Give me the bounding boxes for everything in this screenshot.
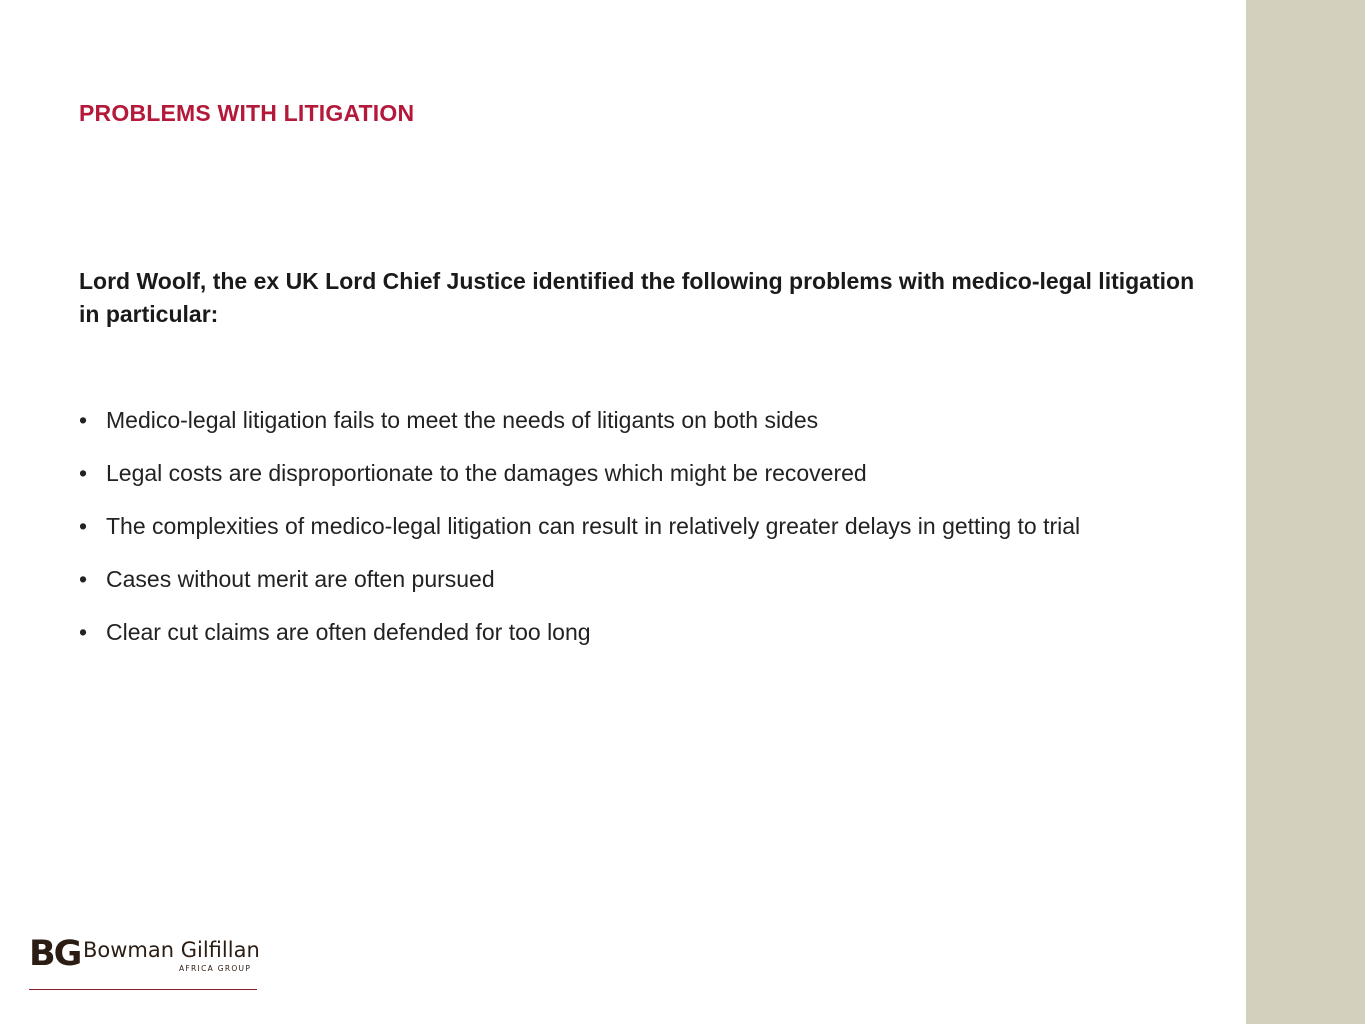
bullet-list: [79, 404, 1209, 669]
logo-name: Bowman Gilfillan: [83, 938, 260, 962]
bullet-text: Clear cut claims are often defended for too long: [106, 619, 591, 645]
logo-divider: [29, 989, 257, 990]
bullet-text: Legal costs are disproportionate to the damages which might be recovered: [106, 460, 867, 486]
bullet-icon: •: [79, 513, 88, 539]
bullet-text: Medico-legal litigation fails to meet the needs of litigants on both sides: [106, 407, 819, 433]
logo-subtitle: AFRICA GROUP: [179, 964, 252, 973]
bullet-text: Cases without merit are often pursued: [106, 566, 495, 592]
bullet-item: [79, 616, 1209, 649]
bullet-icon: •: [79, 619, 88, 645]
intro-text: Lord Woolf, the ex UK Lord Chief Justice identified the following problems with medico-legal litigation in particular:: [79, 268, 1195, 327]
slide-title: PROBLEMS WITH LITIGATION: [79, 100, 415, 126]
bullet-item: [79, 510, 1209, 543]
bullet-item: [79, 457, 1209, 490]
bullet-icon: •: [79, 407, 88, 433]
logo-mark: BG: [29, 934, 81, 974]
bullet-icon: •: [79, 566, 88, 592]
sidebar-panel: [1246, 0, 1365, 1024]
bullet-icon: •: [79, 460, 88, 486]
bullet-item: [79, 404, 1209, 437]
bullet-item: [79, 563, 1209, 596]
company-logo: [29, 934, 259, 992]
bullet-text: The complexities of medico-legal litigation can result in relatively greater delays in getting to trial: [106, 513, 1081, 539]
